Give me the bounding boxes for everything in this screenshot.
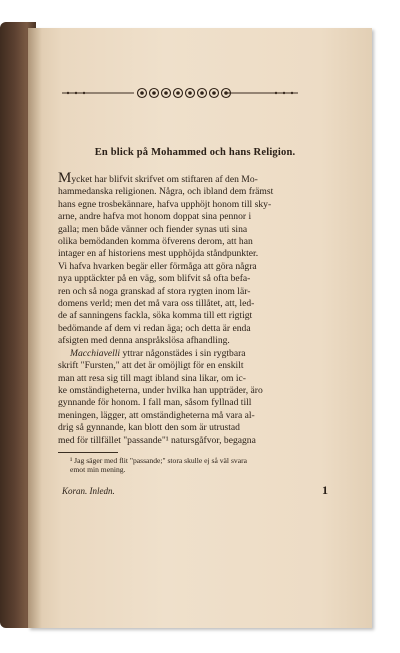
chapter-title: En blick på Mohammed och hans Religion. [94, 147, 296, 158]
text-line: ke omständigheterna, under hvilka han uppträder, äro [58, 384, 263, 396]
author-name: Macchiavelli [70, 347, 121, 359]
text-line: domens verld; men det må vara oss tillåtet, att, led- [58, 298, 255, 310]
text-line: Vi hafva hvarken begär eller förmåga att göra några [58, 260, 257, 272]
text-line: galla; men både vänner och fiender synas uti sina [58, 223, 248, 235]
footnote-line: ¹ Jag säger med flit "passande;" stora skulle ej så väl svara [70, 455, 247, 465]
gutter-shadow [28, 28, 42, 628]
text-line: gynnande för honom. I fall man, såsom fyllnad till [58, 397, 252, 409]
footnote [58, 456, 332, 475]
text-line: med för tillfället "passande"¹ natursgåfvor, begagna [58, 434, 256, 446]
text-line: hammedanska religionen. Några, och ibland dem främst [58, 186, 274, 198]
page-number: 1 [322, 482, 328, 497]
text-line: bedömande af dem vi redan äga; och detta är enda [58, 322, 251, 334]
text-line: hans egne trosbekännare, hafva upphöjt honom till sky- [58, 198, 272, 210]
paragraph-1 [58, 172, 332, 348]
signature-mark: Koran. Inledn. [62, 485, 115, 496]
text-line: olika bemödanden komma öfverens derom, att han [58, 236, 253, 248]
footnote-line: emot min mening. [70, 465, 126, 475]
text-line: nya upptäckter på en väg, som blifvit så ofta befa- [58, 273, 251, 285]
text-line: de af sanningens fackla, söka komma till ett rigtigt [58, 310, 253, 322]
page-content [58, 146, 332, 498]
page-footer [58, 483, 332, 498]
paragraph-2 [58, 348, 332, 447]
drop-cap: M [58, 170, 72, 186]
footnote-rule [58, 452, 118, 453]
text-line: Macchiavelli yttrar någonstädes i sin rygtbara [70, 347, 246, 359]
text-line: afsigten med denna anspråkslösa afhandling. [58, 335, 230, 347]
text-line: man att resa sig till magt ibland sina likar, om ic- [58, 372, 246, 384]
ornament-divider [62, 86, 298, 100]
text-line: arne, andre hafva mot honom doppat sina pennor i [58, 211, 252, 223]
text-line: Mycket har blifvit skrifvet om stiftaren af den Mo- [58, 170, 258, 186]
text-line: skrift "Fursten," att det är omöjligt för en enskilt [58, 360, 244, 372]
ornament-icon [62, 86, 298, 100]
text-line: drig så gynnande, kan blott den som är utrustad [58, 422, 240, 434]
text-line: ren och så noga granskad af stora rygten inom lär- [58, 285, 251, 297]
text-line: meningen, lägger, att omständigheterna må vara al- [58, 409, 255, 421]
text-line: intager en af historiens mest upphöjda ståndpunkter. [58, 248, 259, 260]
